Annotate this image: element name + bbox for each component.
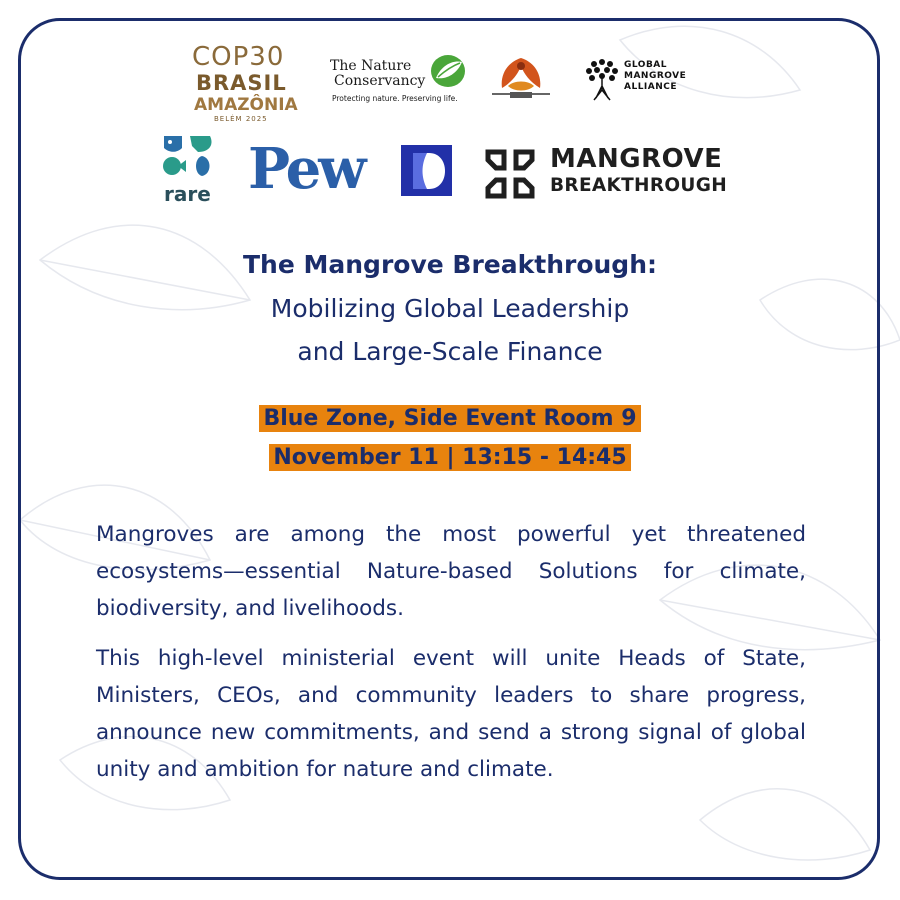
event-datetime: November 11 | 13:15 - 14:45 [269,444,630,471]
mangrove-breakthrough-logo [484,146,750,200]
rare-logo-label: rare [164,182,211,206]
pew-logo [248,136,372,206]
rare-logo [158,134,218,208]
tnc-logo-line2: Conservancy [334,73,426,89]
event-location-highlight [100,402,800,436]
cop30-logo-line1: COP30 [192,42,285,72]
tnc-leaf-icon [428,52,468,90]
event-location: Blue Zone, Side Event Room 9 [259,405,640,432]
event-datetime-highlight [100,441,800,475]
gma-logo-line1: GLOBAL [624,60,668,70]
description-paragraph-1: Mangroves are among the most powerful yet threatened ecosystems—essential Nature-based Solutions for climate, biodiversity, and livelihoods. [96,522,806,621]
global-mangrove-alliance-logo [584,56,704,106]
event-subtitle-line2: and Large-Scale Finance [297,337,603,366]
mangrove-breakthrough-logo-line1: MANGROVE [550,144,723,174]
event-subtitle-line1: Mobilizing Global Leadership [270,294,630,323]
cop30-logo-line3: AMAZÔNIA [194,95,298,115]
description-paragraph-2: This high-level ministerial event will unite Heads of State, Ministers, CEOs, and community leaders to share progress, announce new commitments, and send a strong signal of global unity and ambition for nature and climate. [96,646,806,782]
gma-logo-line3: ALLIANCE [624,82,678,92]
nature-conservancy-logo [330,52,468,112]
mangrove-breakthrough-mark-icon [484,148,536,200]
cop30-logo-line2: BRASIL [196,71,287,95]
tnc-logo-tagline: Protecting nature. Preserving life. [332,94,458,103]
blue-square-logo-icon [401,145,452,196]
mangrove-tree-icon [584,56,620,104]
tnc-logo-line1: The Nature [330,58,412,74]
mangrove-breakthrough-logo-line2: BREAKTHROUGH [550,175,728,196]
pew-logo-label: Pew [248,136,364,202]
bird-of-paradise-emblem-icon [488,52,554,108]
event-title: The Mangrove Breakthrough: [243,250,657,279]
gma-logo-line2: MANGROVE [624,71,687,81]
cop30-logo-line4: BELÉM 2025 [214,115,268,123]
rare-fish-icon [158,134,218,182]
cop30-brasil-logo [192,42,308,124]
